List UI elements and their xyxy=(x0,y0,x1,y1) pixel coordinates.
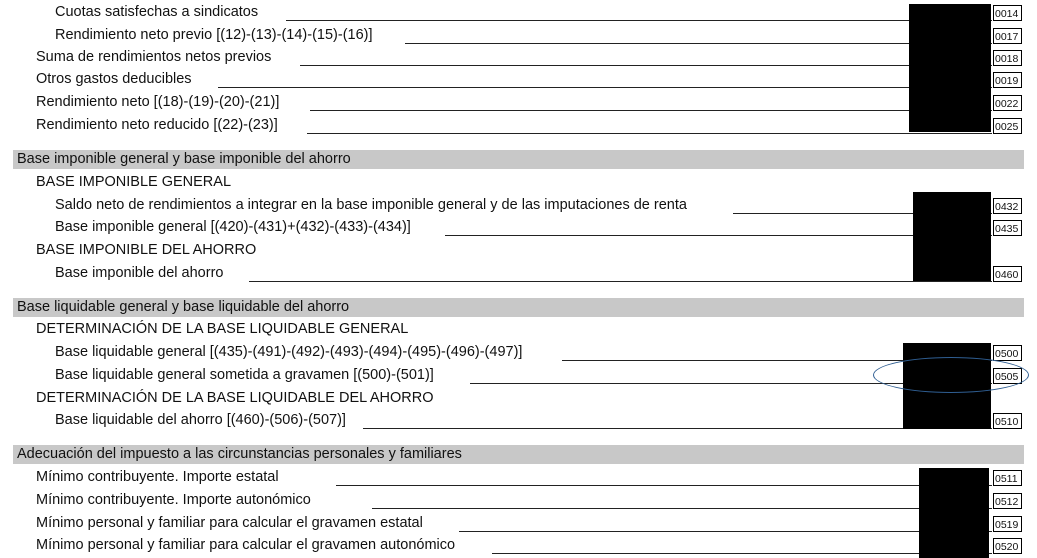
form-row xyxy=(0,535,1037,557)
box-code: 0432 xyxy=(993,198,1022,214)
leader-line xyxy=(249,281,992,282)
annotation-ellipse xyxy=(873,357,1029,393)
leader-line xyxy=(218,87,992,88)
row-label: Rendimiento neto [(18)-(19)-(20)-(21)] xyxy=(36,92,285,112)
box-code: 0025 xyxy=(993,118,1022,134)
leader-line xyxy=(307,133,992,134)
form-row xyxy=(0,217,1037,239)
leader-line xyxy=(459,531,992,532)
row-label: Suma de rendimientos netos previos xyxy=(36,47,277,67)
form-row xyxy=(0,25,1037,47)
section-header xyxy=(13,445,1024,464)
box-code: 0511 xyxy=(993,470,1022,486)
row-label: Base liquidable del ahorro [(460)-(506)-(507)] xyxy=(55,410,352,430)
row-label: Otros gastos deducibles xyxy=(36,69,198,89)
form-row xyxy=(0,410,1037,432)
form-row xyxy=(0,263,1037,285)
row-label: Rendimiento neto previo [(12)-(13)-(14)-(15)-(16)] xyxy=(55,25,379,45)
row-label: Mínimo personal y familiar para calcular el gravamen autonómico xyxy=(36,535,461,555)
row-label: Rendimiento neto reducido [(22)-(23)] xyxy=(36,115,284,135)
row-label: Mínimo personal y familiar para calcular el gravamen estatal xyxy=(36,513,429,533)
row-label: Base liquidable general sometida a gravamen [(500)-(501)] xyxy=(55,365,440,385)
subsection-heading: BASE IMPONIBLE GENERAL xyxy=(36,174,232,190)
row-label: Cuotas satisfechas a sindicatos xyxy=(55,2,264,22)
form-row xyxy=(0,2,1037,24)
row-label: Base liquidable general [(435)-(491)-(492)-(493)-(494)-(495)-(496)-(497)] xyxy=(55,342,528,362)
box-code: 0435 xyxy=(993,220,1022,236)
leader-line xyxy=(310,110,992,111)
form-row xyxy=(0,342,1037,364)
box-code: 0512 xyxy=(993,493,1022,509)
box-code: 0014 xyxy=(993,5,1022,21)
box-code: 0520 xyxy=(993,538,1022,554)
form-row xyxy=(0,69,1037,91)
section-title: Adecuación del impuesto a las circunstancias personales y familiares xyxy=(17,446,462,462)
section-header xyxy=(13,150,1024,169)
box-code: 0500 xyxy=(993,345,1022,361)
row-label: Base imponible del ahorro xyxy=(55,263,229,283)
leader-line xyxy=(405,43,992,44)
form-row xyxy=(0,115,1037,137)
section-title: Base imponible general y base imponible del ahorro xyxy=(17,151,351,167)
form-row xyxy=(0,513,1037,535)
row-label: Mínimo contribuyente. Importe autonómico xyxy=(36,490,317,510)
section-header xyxy=(13,298,1024,317)
row-label: Mínimo contribuyente. Importe estatal xyxy=(36,467,285,487)
leader-line xyxy=(492,553,992,554)
box-code: 0505 xyxy=(993,368,1022,384)
redaction-box xyxy=(919,468,989,558)
box-code: 0022 xyxy=(993,95,1022,111)
box-code: 0460 xyxy=(993,266,1022,282)
section-title: Base liquidable general y base liquidable del ahorro xyxy=(17,299,350,315)
box-code: 0510 xyxy=(993,413,1022,429)
form-row xyxy=(0,490,1037,512)
subsection-heading: BASE IMPONIBLE DEL AHORRO xyxy=(36,242,257,258)
subsection-heading: DETERMINACIÓN DE LA BASE LIQUIDABLE GENERAL xyxy=(36,321,409,337)
form-row xyxy=(0,47,1037,69)
leader-line xyxy=(336,485,992,486)
form-row xyxy=(0,92,1037,114)
form-row xyxy=(0,195,1037,217)
box-code: 0019 xyxy=(993,72,1022,88)
redaction-box xyxy=(913,192,991,281)
leader-line xyxy=(372,508,992,509)
leader-line xyxy=(286,20,992,21)
box-code: 0018 xyxy=(993,50,1022,66)
leader-line xyxy=(445,235,992,236)
redaction-box xyxy=(909,4,991,132)
form-row xyxy=(0,467,1037,489)
box-code: 0017 xyxy=(993,28,1022,44)
leader-line xyxy=(363,428,992,429)
subsection-heading: DETERMINACIÓN DE LA BASE LIQUIDABLE DEL AHORRO xyxy=(36,390,434,406)
row-label: Saldo neto de rendimientos a integrar en la base imponible general y de las imputaciones de renta xyxy=(55,195,693,215)
box-code: 0519 xyxy=(993,516,1022,532)
row-label: Base imponible general [(420)-(431)+(432)-(433)-(434)] xyxy=(55,217,417,237)
leader-line xyxy=(300,65,992,66)
